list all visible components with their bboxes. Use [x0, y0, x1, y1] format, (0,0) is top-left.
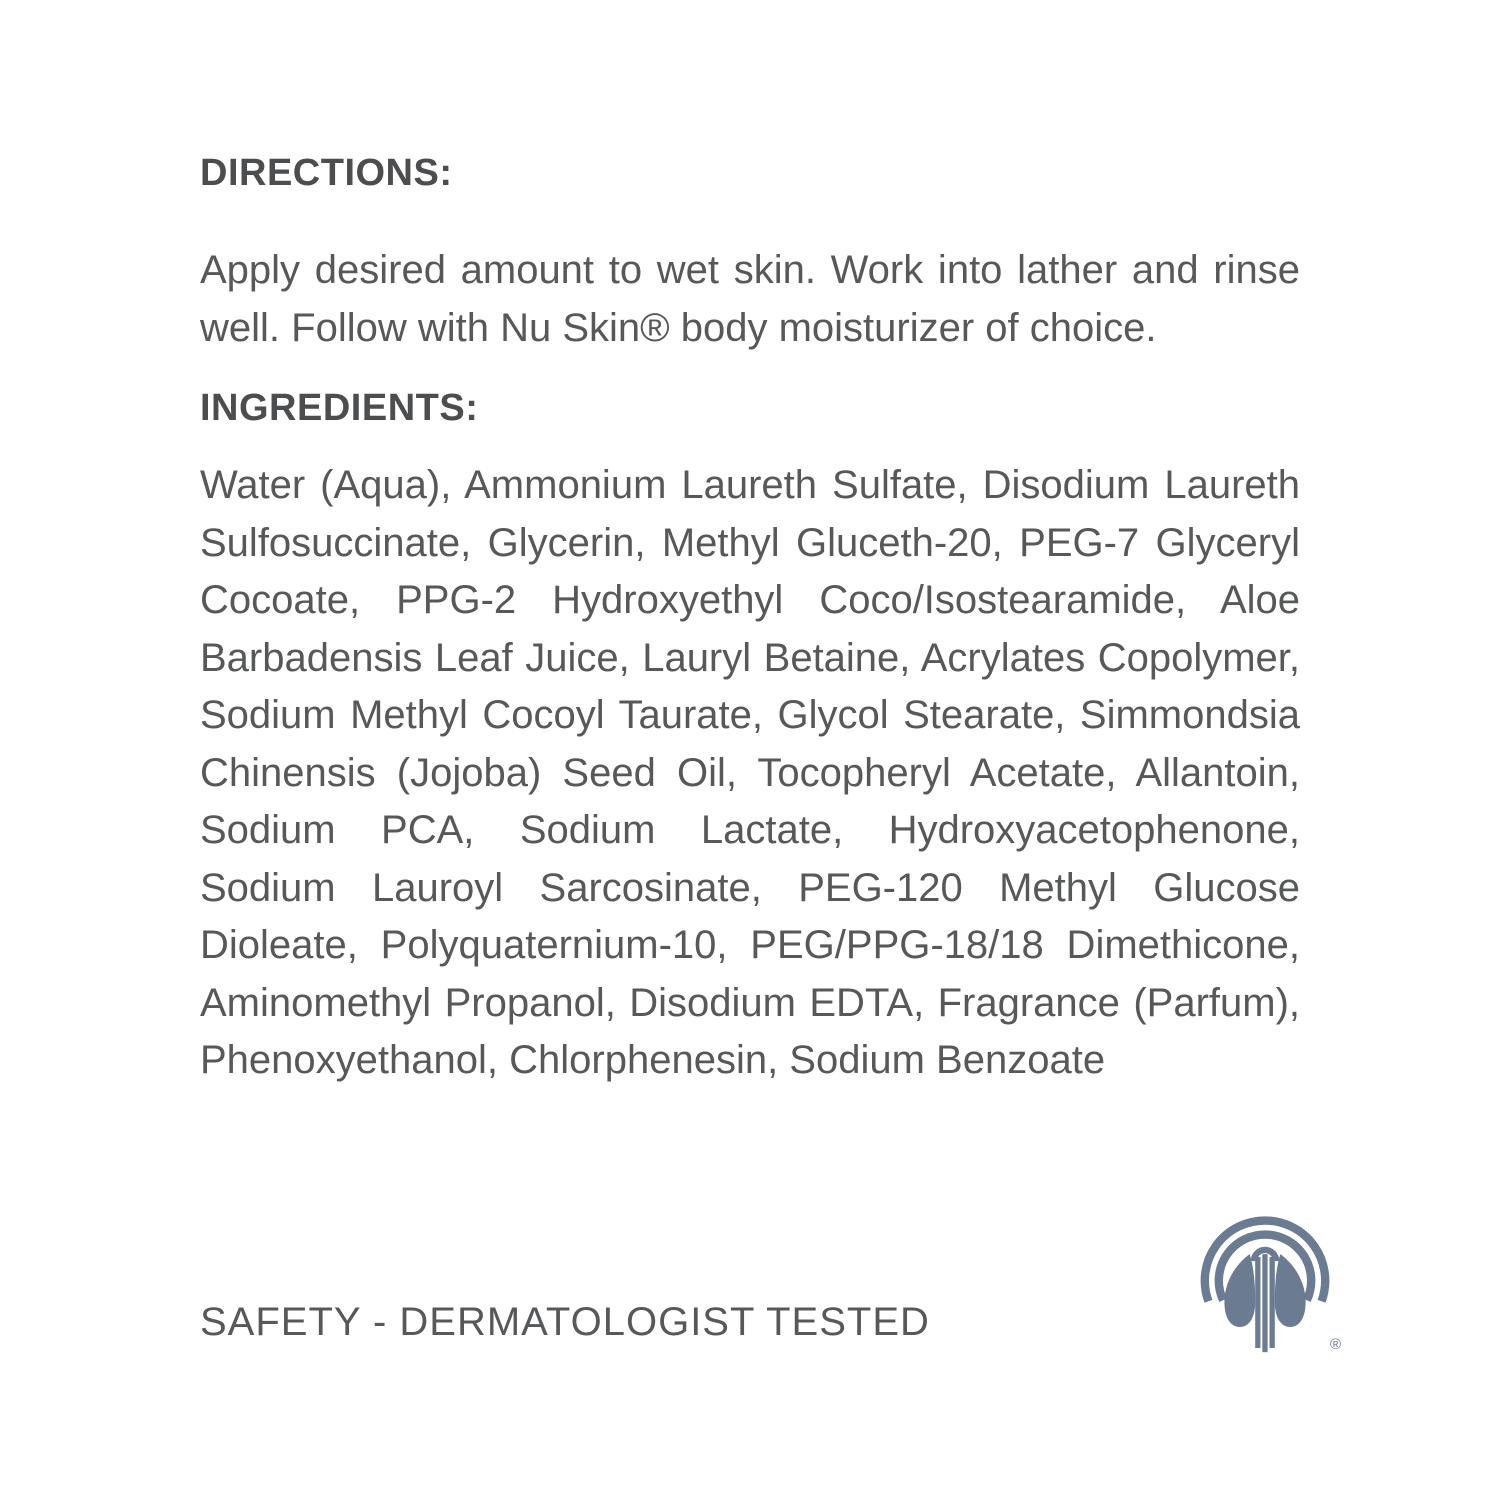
ingredients-heading: INGREDIENTS: [200, 387, 479, 429]
directions-heading: DIRECTIONS: [200, 152, 453, 194]
safety-statement: SAFETY - DERMATOLOGIST TESTED [200, 1300, 930, 1344]
label-text-block [200, 150, 1300, 1118]
ingredients-text: Water (Aqua), Ammonium Laureth Sulfate, Disodium Laureth Sulfosuccinate, Glycerin, Methyl Gluceth-20, PEG-7 Glyceryl Cocoate, PPG-2 Hydroxyethyl Coco/Isostearamide, Aloe Barbadensis Leaf Juice, Lauryl Betaine, Acrylates Copolymer, Sodium Methyl Cocoyl Taurate, Glycol Stearate, Simmondsia Chinensis (Jojoba) Seed Oil, Tocopheryl Acetate, Allantoin, Sodium PCA, Sodium Lactate, Hydroxyacetophenone, Sodium Lauroyl Sarcosinate, PEG-120 Methyl Glucose Dioleate, Polyquaternium-10, PEG/PPG-18/18 Dimethicone, Aminomethyl Propanol, Disodium EDTA, Fragrance (Parfum), Phenoxyethanol, Chlorphenesin, Sodium Benzoate [200, 463, 1300, 1082]
directions-text: Apply desired amount to wet skin. Work into lather and rinse well. Follow with Nu Skin® body moisturizer of choice. [200, 248, 1300, 350]
nu-skin-fountain-icon [1195, 1210, 1335, 1355]
registered-trademark-symbol: ® [1329, 1336, 1341, 1353]
nu-skin-logo [1195, 1210, 1341, 1358]
